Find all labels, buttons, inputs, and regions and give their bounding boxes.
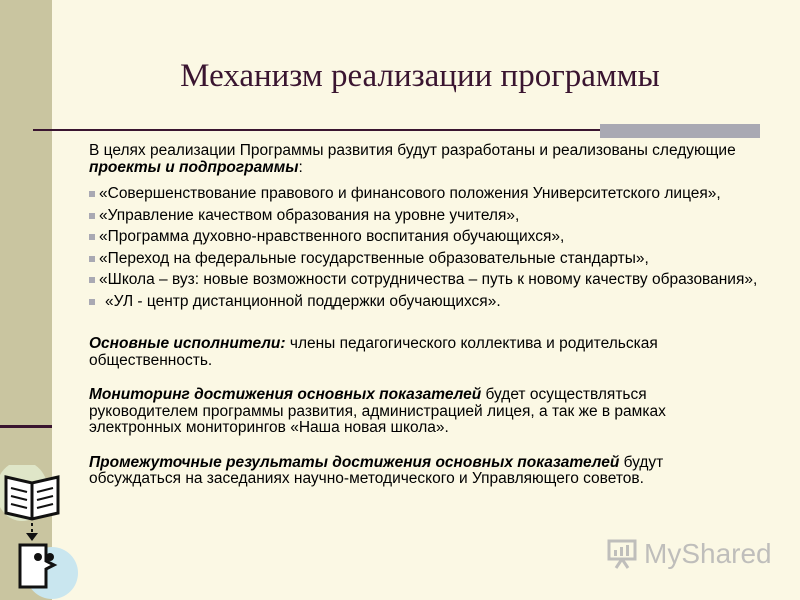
executors-paragraph [89,336,759,369]
slide-title: Механизм реализации программы [180,58,660,94]
bullet-icon [89,277,95,283]
paragraph-emphasis: Мониторинг достижения основных показателей [89,386,482,403]
list-item [89,272,759,289]
title-underline-accent [600,124,760,138]
project-list [89,186,759,310]
list-item [89,186,759,203]
presentation-board-icon [606,538,638,570]
intro-paragraph [89,143,759,176]
list-item-text: «Программа духовно-нравственного воспитания обучающихся», [99,228,565,245]
intro-text: В целях реализации Программы развития будут разработаны и реализованы следующие [89,142,736,159]
intro-emphasis: проекты и подпрограммы [89,158,299,176]
bullet-icon [89,256,95,262]
list-item-text: «Совершенствование правового и финансового положения Университетского лицея», [99,185,721,202]
paragraph-text: члены педагогического коллектива и родительская общественность. [89,335,658,369]
list-item [89,208,759,225]
slide-content [89,143,759,488]
list-item-text: «Школа – вуз: новые возможности сотрудничества – путь к новому качеству образования», [99,271,758,288]
list-item [89,229,759,246]
book-reader-icon [0,465,80,600]
list-item-text: «УЛ - центр дистанционной поддержки обучающихся». [105,292,501,310]
bullet-icon [89,213,95,219]
list-item [89,251,759,268]
list-item-text: «Переход на федеральные государственные образовательные стандарты», [99,249,649,267]
sidebar-divider [0,425,52,428]
paragraph-text: будут обсуждаться на заседаниях научно-методического и Управляющего советов. [89,453,664,487]
intro-end: : [298,158,303,176]
watermark [606,538,772,570]
list-item [89,294,759,311]
watermark-text: MyShared [644,538,772,569]
results-paragraph [89,455,759,488]
paragraph-text: будет осуществляться руководителем программы развития, администрацией лицея, а так же в рамках электронных мониторингов «Наша новая школа». [89,386,666,436]
list-item-text: «Управление качеством образования на уровне учителя», [99,206,520,224]
monitoring-paragraph [89,387,759,437]
paragraph-emphasis: Основные исполнители: [89,335,286,352]
bullet-icon [89,234,95,240]
bullet-icon [89,299,95,305]
paragraph-emphasis: Промежуточные результаты достижения основных показателей [89,453,620,471]
bullet-icon [89,191,95,197]
